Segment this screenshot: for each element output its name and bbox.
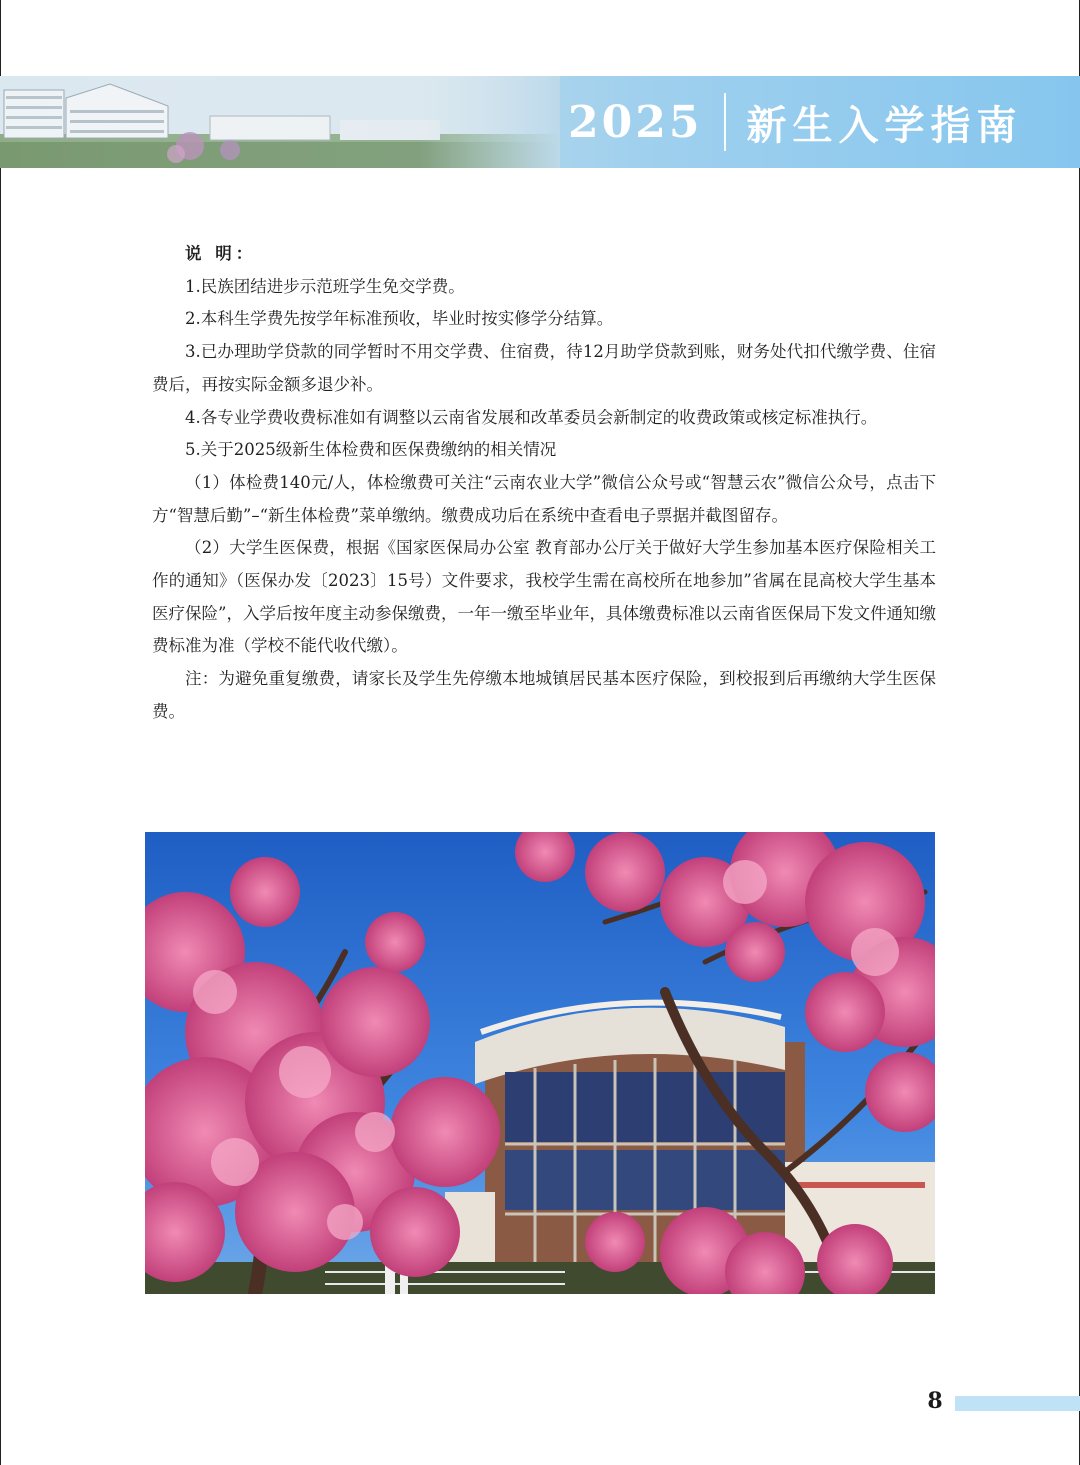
note-item: （2）大学生医保费，根据《国家医保局办公室 教育部办公厅关于做好大学生参加基本医疗保险相关工作的通知》（医保办发〔2023〕15号）文件要求，我校学生需在高校所在地参加”省属在昆高校大学生基本医疗保险”，入学后按年度主动参保缴费，一年一缴至毕业年，具体缴费标准以云南省医保局下发文件通知缴费标准为准（学校不能代收代缴）。 <box>152 538 936 656</box>
note-item: 3.已办理助学贷款的同学暂时不用交学费、住宿费，待12月助学贷款到账，财务处代扣代缴学费、住宿费后，再按实际金额多退少补。 <box>152 342 936 394</box>
notes-heading: 说 明： <box>185 244 257 263</box>
note-item: 1.民族团结进步示范班学生免交学费。 <box>185 276 465 296</box>
banner-title <box>568 90 1022 154</box>
campus-banner-image <box>0 76 560 168</box>
notes-section <box>152 238 936 729</box>
note-item: 注：为避免重复缴费，请家长及学生先停缴本地城镇居民基本医疗保险，到校报到后再缴纳大学生医保费。 <box>152 669 936 721</box>
note-item: （1）体检费140元/人，体检缴费可关注“云南农业大学”微信公众号或“智慧云农”微信公众号，点击下方“智慧后勤”–“新生体检费”菜单缴纳。缴费成功后在系统中查看电子票据并截图留存。 <box>152 472 936 525</box>
note-item: 2.本科生学费先按学年标准预收，毕业时按实修学分结算。 <box>185 309 614 329</box>
banner-year: 2025 <box>568 96 703 148</box>
banner-divider <box>724 93 726 151</box>
page-border-left <box>0 0 1 1465</box>
footer-accent-bar <box>955 1396 1080 1411</box>
banner-guide-title: 新生入学指南 <box>746 101 1023 149</box>
campus-cherry-blossom-photo <box>145 832 935 1294</box>
note-item: 4.各专业学费收费标准如有调整以云南省发展和改革委员会新制定的收费政策或核定标准执行。 <box>185 407 878 427</box>
note-item: 5.关于2025级新生体检费和医保费缴纳的相关情况 <box>185 440 557 460</box>
header-banner <box>0 76 1080 168</box>
page-number: 8 <box>927 1388 943 1414</box>
